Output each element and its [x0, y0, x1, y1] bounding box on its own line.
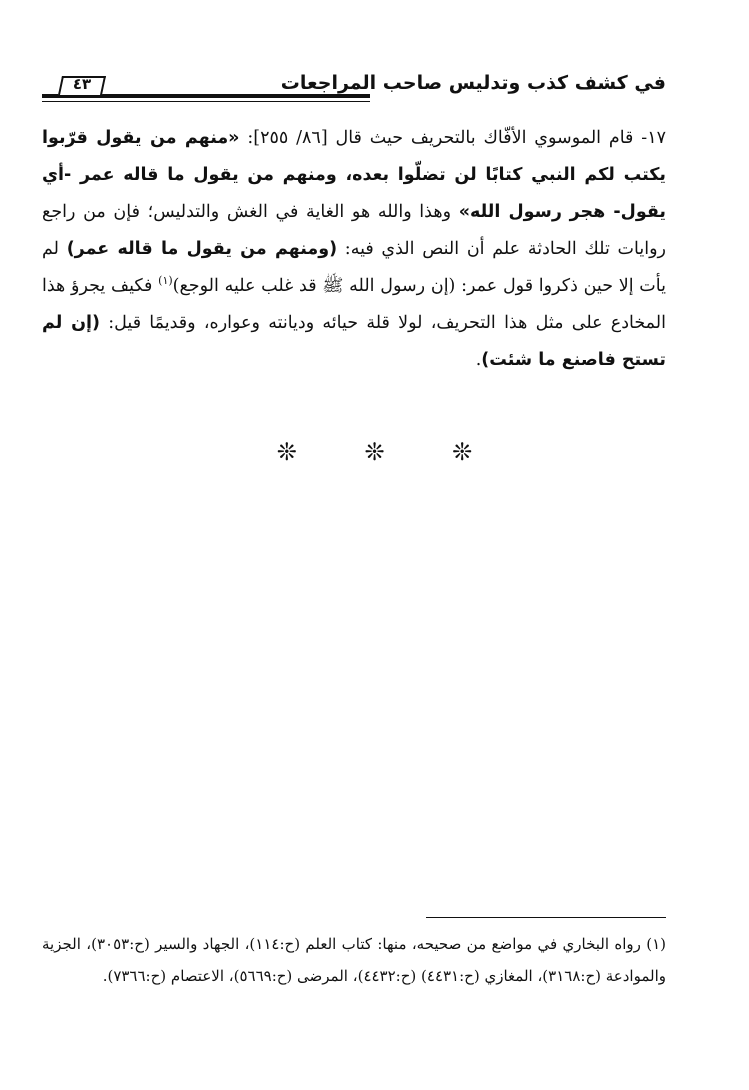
footnote-text — [42, 928, 666, 992]
footnote-reference[interactable]: (١) — [158, 274, 173, 288]
quote-bold: (إن لم تستح فاصنع ما شئت) — [42, 313, 666, 370]
quote-bold: (ومنهم من يقول ما قاله عمر) — [66, 239, 338, 259]
header-rule-thin — [42, 101, 370, 102]
text-run: . — [475, 350, 482, 370]
footnote — [42, 928, 666, 992]
footnote-rule — [426, 917, 666, 918]
footnote-line: الجزية والموادعة (ح:٣١٦٨)، المغازي (ح:٤٤٣١) (ح:٤٤٣٢)، المرضى (ح:٥٦٦٩)، الاعتصام — [42, 935, 666, 985]
text-run: علم أن النص الذي فيه: — [337, 239, 521, 259]
quote-plain: (إن رسول الله ﷺ قد غلب عليه الوجع) — [172, 276, 456, 296]
section-separator: ❊ ❊ ❊ — [276, 438, 503, 466]
footnote-line: (١) رواه البخاري في مواضع من صحيحه، منها: كتاب العلم (ح:١١٤)، الجهاد والسير (ح:٣٠٥٣)، — [86, 935, 666, 953]
main-text — [42, 120, 666, 379]
page-number: ٤٣ — [72, 75, 92, 93]
quote-bold: رسول الله» — [458, 202, 562, 222]
running-title: في كشف كذب وتدليس صاحب المراجعات — [280, 72, 666, 94]
text-run: ١٧- قام الموسوي الأفّاك بالتحريف حيث قال [٨٦/ ٢٥٥]: — [239, 128, 666, 148]
text-run: التحريف، لولا قلة حيائه وديانته وعواره، وقديمًا قيل: — [100, 313, 496, 333]
quote-bold: «منهم من يقول قرّبوا — [42, 128, 240, 148]
text-run: فكيف يجرؤ هذا المخادع على مثل هذا — [42, 276, 666, 333]
text-run: وهذا والله هو الغاية في الغش والتدليس؛ فإن من راجع روايات تلك الحادثة — [42, 202, 666, 259]
page-header — [42, 70, 666, 108]
quote-bold: يكتب لكم النبي كتابًا لن تضلّوا بعده، ومنهم من يقول ما قاله عمر -أي يقول- هجر — [42, 165, 666, 222]
footnote-line: (ح:٧٣٦٦). — [102, 967, 167, 985]
paragraph — [42, 120, 666, 379]
text-run: لم يأت إلا حين ذكروا قول عمر: — [42, 239, 666, 296]
